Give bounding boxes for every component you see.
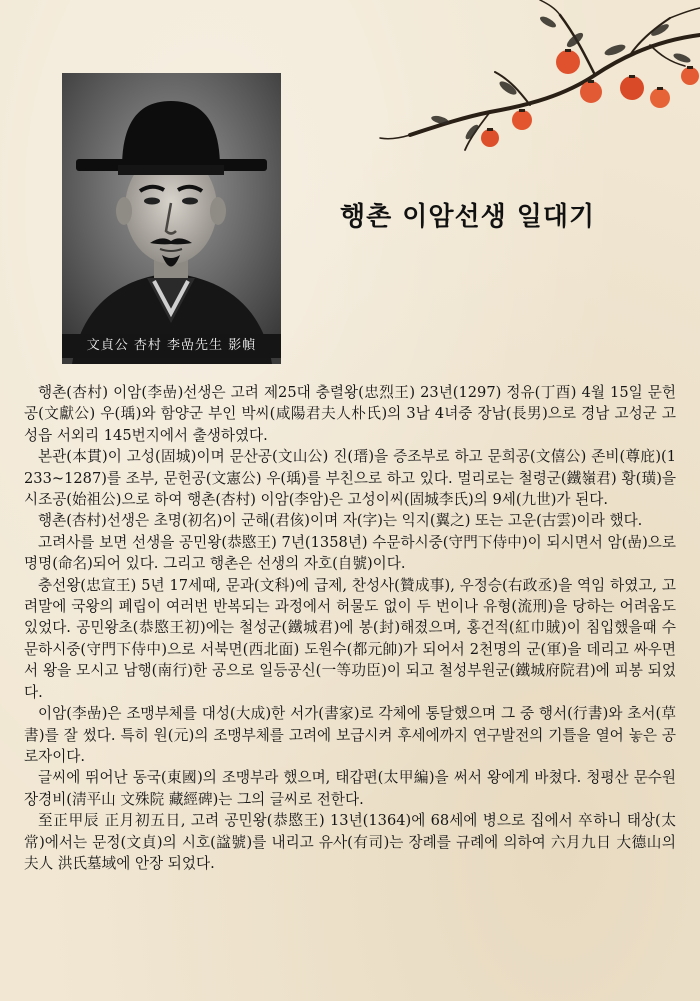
paragraph-death: 至正甲辰 正月初五日, 고려 공민왕(恭愍王) 13년(1364)에 68세에 병으로 집에서 卒하니 태상(太常)에서는 문정(文貞)의 시호(諡號)를 내리고 유사(有司)는 장례를 규례에 의하여 六月九日 大德山의 夫人 洪氏墓域에 안장 되었다. xyxy=(24,812,676,872)
paragraph-career: 충선왕(忠宣王) 5년 17세때, 문과(文科)에 급제, 찬성사(贊成事), 우정승(右政丞)을 역임 하였고, 고려말에 국왕의 폐립이 여러번 반복되는 과정에서 허물도 없이 두 번이나 유형(流刑)을 당하는 어려움도 있었다. 공민왕초(恭愍王初)에는 철성군(鐵城君)에 봉(封)해졌으며, 홍건적(紅巾賊)이 침입했을때 수문하시중(守門下侍中)으로 서북면(西北面) 도원수(都元帥)가 되어서 2천명의 군(軍)을 데리고 싸우면서 왕을 모시고 남행(南行)한 공으로 일등공신(一等功臣)이 되고 철성부원군(鐵城府院君)에 피봉 되었다. xyxy=(24,576,676,701)
branch-icon xyxy=(380,0,700,150)
paragraph-birth: 행촌(杏村) 이암(李嵒)선생은 고려 제25대 충렬왕(忠烈王) 23년(1297) 정유(丁酉) 4월 15일 문헌공(文獻公) 우(瑀)와 함양군 부인 박씨(咸陽君夫人朴氏)의 3남 4녀중 장남(長男)으로 경남 고성군 고성읍 서외리 145번지에서 출생하였다. xyxy=(24,384,676,444)
persimmon-branch-illustration xyxy=(370,0,700,160)
paragraph-works: 글씨에 뛰어난 동국(東國)의 조맹부라 했으며, 태갑편(太甲編)을 써서 왕에게 바쳤다. 청평산 문수원장경비(淸平山 文殊院 藏經碑)는 그의 글씨로 전한다. xyxy=(24,769,676,808)
biography-text xyxy=(24,382,676,874)
portrait-frame xyxy=(62,73,281,364)
page-title: 행촌 이암선생 일대기 xyxy=(340,202,596,232)
scholar-portrait-image xyxy=(62,73,281,364)
paragraph-calligraphy: 이암(李嵒)은 조맹부체를 대성(大成)한 서가(書家)로 각체에 통달했으며 그 중 행서(行書)와 초서(草書)를 잘 썼다. 특히 원(元)의 조맹부체를 고려에 보급시켜 후세에까지 연구발전의 기틀을 열어 놓은 공로자이다. xyxy=(24,705,676,765)
paragraph-goryeosa: 고려사를 보면 선생을 공민왕(恭愍王) 7년(1358년) 수문하시중(守門下侍中)이 되시면서 암(嵒)으로 명명(命名)되어 있다. 그리고 행촌은 선생의 자호(自號)이다. xyxy=(24,533,676,573)
paragraph-names: 행촌(杏村)선생은 초명(初名)이 군해(君侅)이며 자(字)는 익지(翼之) 또는 고운(古雲)이라 했다. xyxy=(38,512,643,530)
paragraph-lineage: 본관(本貫)이 고성(固城)이며 문산공(文山公) 진(瑨)을 증조부로 하고 문희공(文僖公) 존비(尊庇)(1233~1287)를 조부, 문헌공(文憲公) 우(瑀)를 부친으로 하고 있다. 멀리로는 철령군(鐵嶺君) 황(璜)을 시조공(始祖公)으로 하여 행촌(杏村) 이암(李암)은 고성이씨(固城李氏)의 9세(九世)가 된다. xyxy=(24,448,676,509)
leaves-icon xyxy=(430,14,691,141)
portrait-caption: 文貞公 杏村 李嵒先生 影幀 xyxy=(62,334,281,358)
